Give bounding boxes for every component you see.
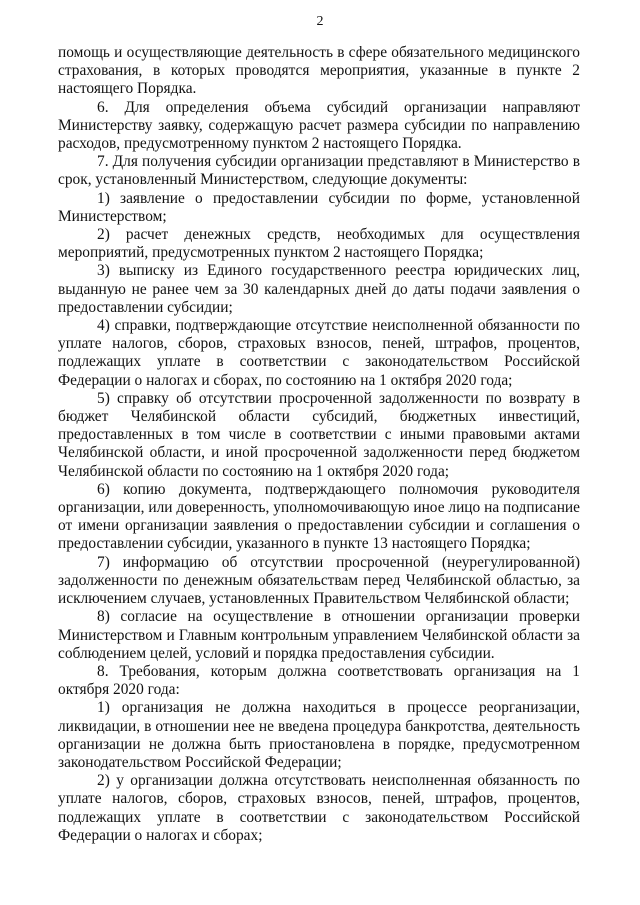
page-number: 2: [316, 14, 324, 29]
paragraph-item-7-5: 5) справку об отсутствии просроченной задолженности по возврату в бюджет Челябинской области субсидий, бюджетных инвестиций, предоставленных в том числе в соответствии с иными правовыми актами Челябинской области, и иной просроченной задолженности перед бюджетом Челябинской области по состоянию на 1 октября 2020 года;: [58, 389, 580, 480]
paragraph-item-7-2: 2) расчет денежных средств, необходимых для осуществления мероприятий, предусмотренных пунктом 2 настоящего Порядка;: [58, 226, 580, 262]
paragraph-item-6: 6. Для определения объема субсидий организации направляют Министерству заявку, содержащую расчет размера субсидии по направлению расходов, предусмотренному пунктом 2 настоящего Порядка.: [58, 98, 580, 153]
paragraph-item-8: 8. Требования, которым должна соответствовать организация на 1 октября 2020 года:: [58, 662, 580, 699]
paragraph-item-8-1: 1) организация не должна находиться в процессе реорганизации, ликвидации, в отношении нее не введена процедура банкротства, деятельность организации не должна быть приостановлена в порядке, предусмотренном законодательством Российской Федерации;: [58, 699, 580, 771]
paragraph-item-7-6: 6) копию документа, подтверждающего полномочия руководителя организации, или доверенность, уполномочивающую иное лицо на подписание от имени организации заявления о предоставлении субсидии и соглашения о предоставлении субсидии, указанного в пункте 13 настоящего Порядка;: [58, 480, 580, 553]
paragraph-item-7-1: 1) заявление о предоставлении субсидии по форме, установленной Министерством;: [58, 189, 580, 225]
paragraph-continuation: помощь и осуществляющие деятельность в сфере обязательного медицинского страхования, в которых проводятся мероприятия, указанные в пункте 2 настоящего Порядка.: [58, 44, 580, 98]
paragraph-item-7-4: 4) справки, подтверждающие отсутствие неисполненной обязанности по уплате налогов, сборов, страховых взносов, пеней, штрафов, процентов, подлежащих уплате в соответствии с законодательством Российской Федерации о налогах и сборах, по состоянию на 1 октября 2020 года;: [58, 317, 580, 389]
paragraph-item-7-8: 8) согласие на осуществление в отношении организации проверки Министерством и Главным контрольным управлением Челябинской области за соблюдением целей, условий и порядка предоставления субсидии.: [58, 608, 580, 662]
paragraph-item-8-2: 2) у организации должна отсутствовать неисполненная обязанность по уплате налогов, сборов, страховых взносов, пеней, штрафов, процентов, подлежащих уплате в соответствии с законодательством Российской Федерации о налогах и сборах;: [58, 772, 580, 844]
paragraph-item-7: 7. Для получения субсидии организации представляют в Министерство в срок, установленный Министерством, следующие документы:: [58, 153, 580, 189]
document-body: [58, 44, 580, 845]
paragraph-item-7-3: 3) выписку из Единого государственного реестра юридических лиц, выданную не ранее чем за 30 календарных дней до даты подачи заявления о предоставлении субсидии;: [58, 262, 580, 316]
paragraph-item-7-7: 7) информацию об отсутствии просроченной (неурегулированной) задолженности по денежным обязательствам перед Челябинской областью, за исключением случаев, установленных Правительством Челябинской области;: [58, 553, 580, 608]
